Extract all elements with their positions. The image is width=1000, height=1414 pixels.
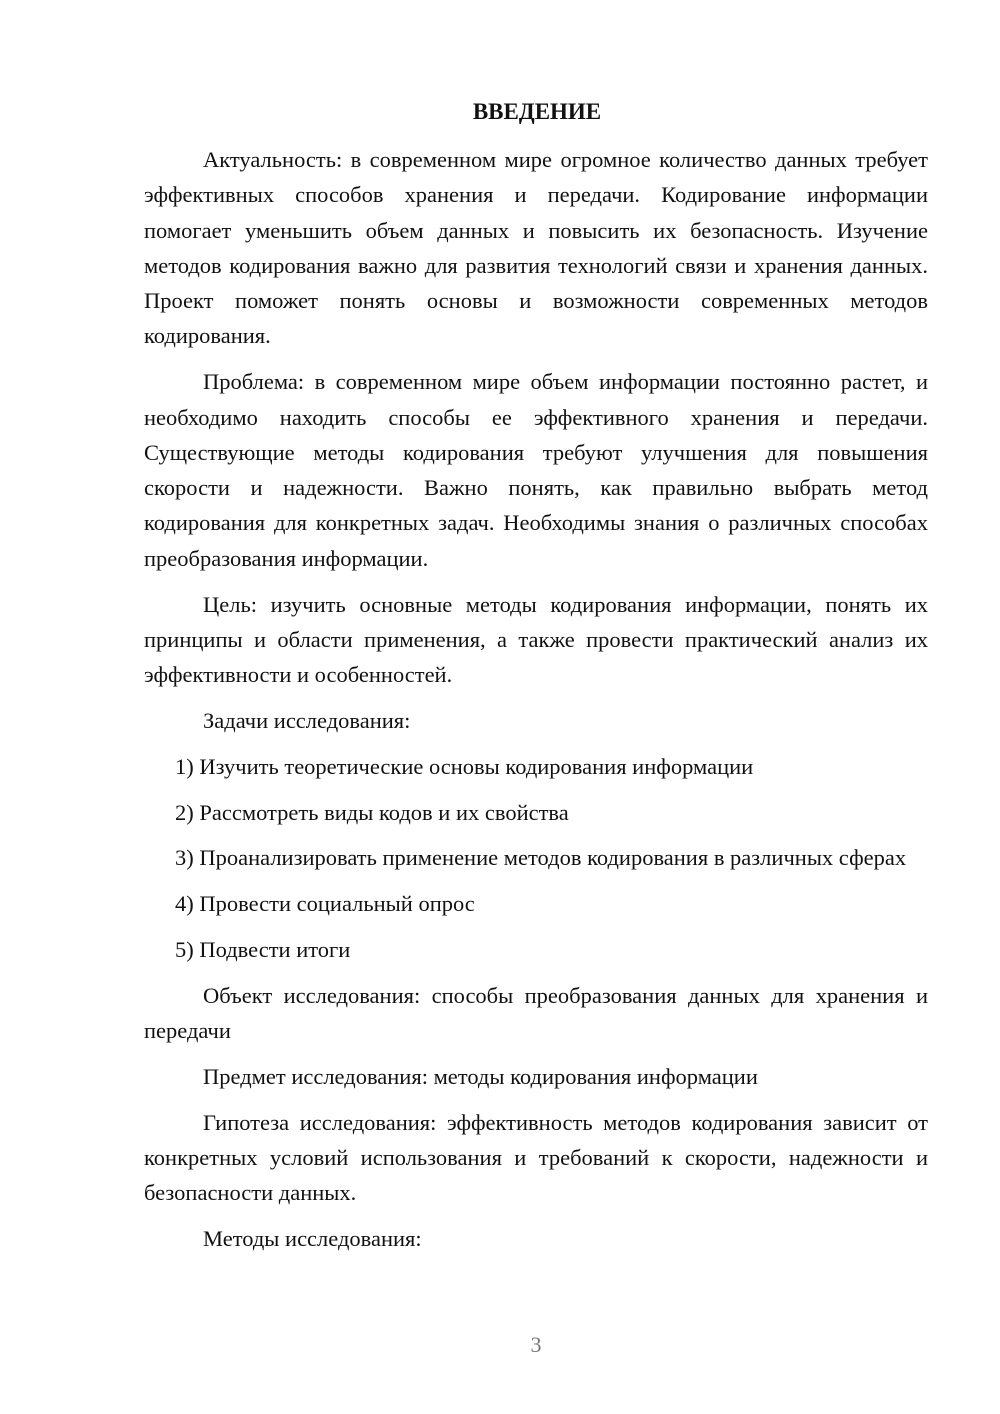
problem-paragraph: Проблема: в современном мире объем информации постоянно растет, и необходимо находить способы ее эффективного хранения и передачи. Существующие методы кодирования требуют улучшения для повышения скорости и надежности. Важно понять, как правильно выбрать метод кодирования для конкретных задач. Необходимы знания о различных способах преобразования информации. xyxy=(144,369,928,571)
page-number: 3 xyxy=(530,1332,542,1357)
research-subject-paragraph: Предмет исследования: методы кодирования информации xyxy=(203,1063,758,1089)
research-object-paragraph: Объект исследования: способы преобразования данных для хранения и передачи xyxy=(144,982,928,1044)
task-item-1: 1) Изучить теоретические основы кодирования информации xyxy=(175,753,754,779)
document-page xyxy=(144,96,928,1267)
tasks-heading: Задачи исследования: xyxy=(203,707,411,733)
research-methods-heading: Методы исследования: xyxy=(203,1226,422,1252)
task-item-5: 5) Подвести итоги xyxy=(175,936,351,962)
task-item-2: 2) Рассмотреть виды кодов и их свойства xyxy=(175,799,569,825)
task-item-4: 4) Провести социальный опрос xyxy=(175,891,475,917)
section-title: ВВЕДЕНИЕ xyxy=(472,99,602,124)
goal-paragraph: Цель: изучить основные методы кодирования информации, понять их принципы и области применения, а также провести практический анализ их эффективности и особенностей. xyxy=(144,591,928,688)
relevance-paragraph: Актуальность: в современном мире огромное количество данных требует эффективных способов хранения и передачи. Кодирование информации помогает уменьшить объем данных и повысить их безопасность. Изучение методов кодирования важно для развития технологий связи и хранения данных. Проект поможет понять основы и возможности современных методов кодирования. xyxy=(144,147,928,349)
task-item-3: 3) Проанализировать применение методов кодирования в различных сферах xyxy=(175,845,907,871)
research-hypothesis-paragraph: Гипотеза исследования: эффективность методов кодирования зависит от конкретных условий использования и требований к скорости, надежности и безопасности данных. xyxy=(144,1109,928,1206)
